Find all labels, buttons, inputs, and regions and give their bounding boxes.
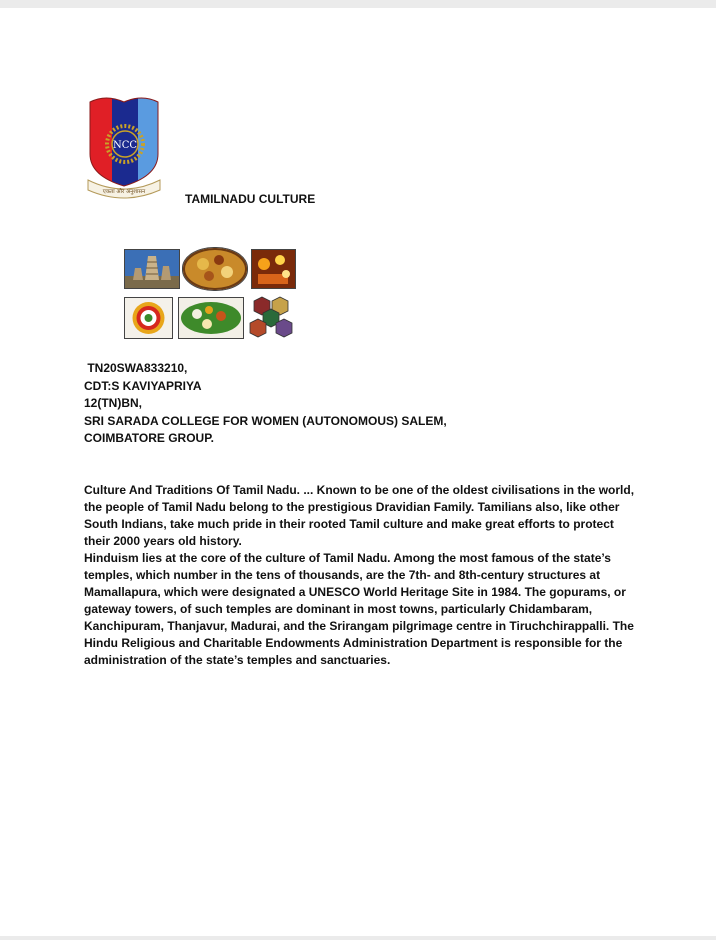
emblem-text: NCC [112,140,138,151]
cadet-regimental-number: TN20SWA833210, [84,361,188,375]
flower-rangoli-photo [124,297,173,339]
paragraph-hinduism: Hinduism lies at the core of the culture of Tamil Nadu. Among the most famous of the state’s temples, which number in the tens of thousands, are the 7th- and 8th-century structures at Mamallapura, which were designated a UNESCO World Heritage Site in 1984. The gopurams, or gateway towers, of such temples are dominant in most towns, particularly Chidambaram, Kanchipuram, Thanjavur, Madurai, and the Srirangam pilgrimage centre in Tiruchchirappalli. The Hindu Religious and Charitable Endowments Administration Department is responsible for the administration of the state’s temples and sanctuaries. [84,551,634,667]
banana-leaf-meal-photo [178,297,244,339]
temple-gopuram-photo [124,249,180,289]
paragraph-culture: Culture And Traditions Of Tamil Nadu. ... Known to be one of the oldest civilisations in the world, the people of Tamil Nadu belong to the prestigious Dravidian Family. Tamilians also, like other South Indians, take much pride in their rooted Tamil culture and make great efforts to protect their 2000 years old history. [84,483,635,548]
cadet-name: CDT:S KAVIYAPRIYA [84,378,202,393]
cadet-battalion: 12(TN)BN, [84,396,143,410]
culture-collage [120,244,300,340]
food-platter-photo [182,247,248,291]
ncc-logo [84,94,164,206]
cadet-group: COIMBATORE GROUP. [84,431,215,445]
cadet-college: SRI SARADA COLLEGE FOR WOMEN (AUTONOMOUS) SALEM, [84,413,447,428]
hexagon-culture-collage [248,295,294,339]
ribbon-motto: एकता और अनुशासन [102,189,146,195]
body-text [84,482,636,669]
document-page [0,8,716,936]
festival-lamps-photo [251,249,296,289]
document-title: TAMILNADU CULTURE [185,192,316,206]
cadet-details [84,360,644,448]
